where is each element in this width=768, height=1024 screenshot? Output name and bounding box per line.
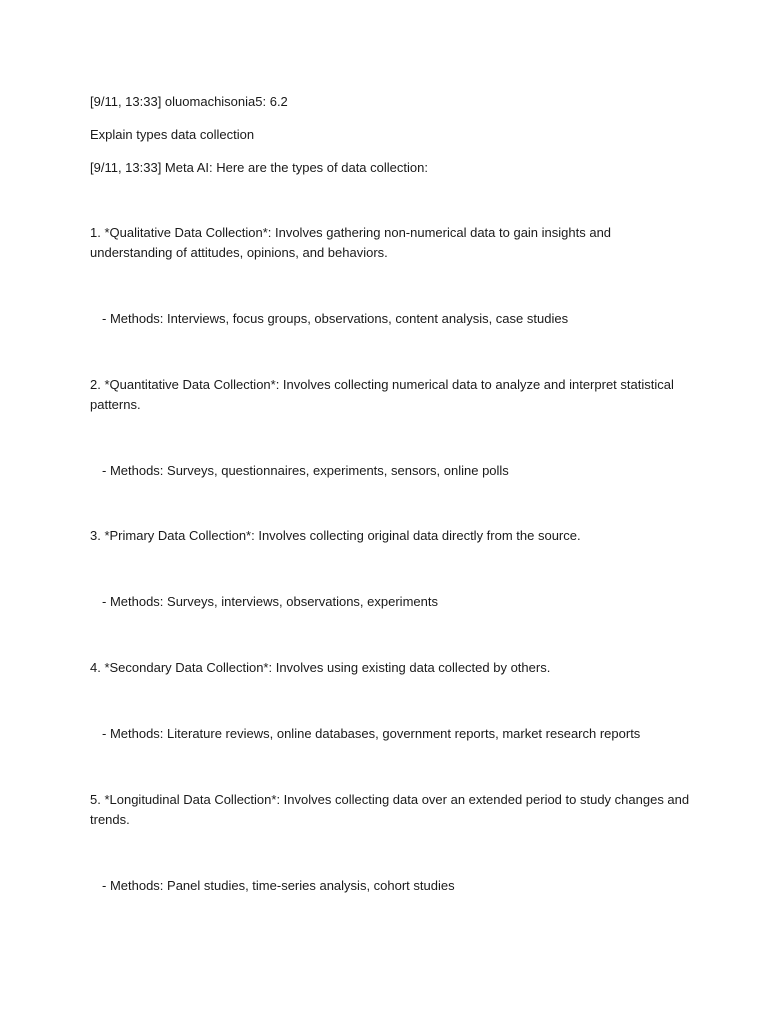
list-item-secondary: 4. *Secondary Data Collection*: Involves using existing data collected by others. bbox=[90, 660, 551, 675]
list-item-longitudinal-methods: - Methods: Panel studies, time-series analysis, cohort studies bbox=[102, 878, 455, 893]
list-item-primary-methods: - Methods: Surveys, interviews, observations, experiments bbox=[102, 594, 438, 609]
user-prompt: Explain types data collection bbox=[90, 127, 255, 142]
list-item-qualitative: 1. *Qualitative Data Collection*: Involves gathering non-numerical data to gain insights and understanding of attitudes, opinions, and behaviors. bbox=[90, 225, 612, 260]
list-item-primary: 3. *Primary Data Collection*: Involves collecting original data directly from the source. bbox=[90, 528, 581, 543]
list-item-longitudinal: 5. *Longitudinal Data Collection*: Involves collecting data over an extended period to study changes and trends. bbox=[90, 792, 690, 827]
response-intro: [9/11, 13:33] Meta AI: Here are the types of data collection: bbox=[90, 160, 428, 175]
list-item-quantitative-methods: - Methods: Surveys, questionnaires, experiments, sensors, online polls bbox=[102, 463, 509, 478]
message-header: [9/11, 13:33] oluomachisonia5: 6.2 bbox=[90, 94, 288, 109]
list-item-quantitative: 2. *Quantitative Data Collection*: Involves collecting numerical data to analyze and interpret statistical patterns. bbox=[90, 377, 674, 412]
list-item-secondary-methods: - Methods: Literature reviews, online databases, government reports, market research reports bbox=[102, 726, 641, 741]
list-item-qualitative-methods: - Methods: Interviews, focus groups, observations, content analysis, case studies bbox=[102, 311, 569, 326]
